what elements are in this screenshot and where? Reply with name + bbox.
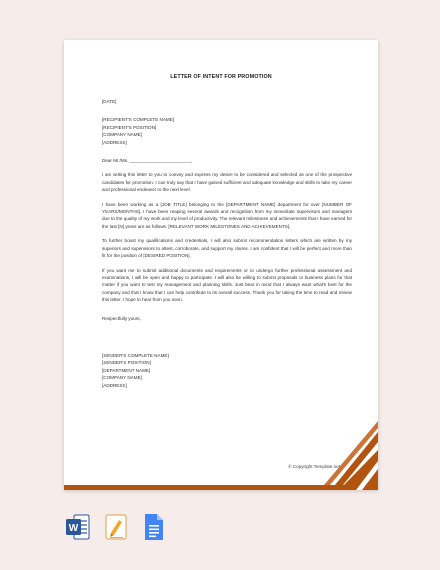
svg-text:W: W [68,523,79,534]
sender-department: [DEPARTMENT NAME] [102,367,151,373]
closing-line: Respectfully yours, [102,315,141,321]
sender-company: [COMPANY NAME] [102,375,142,381]
sender-name: [SENDER'S COMPLETE NAME] [102,352,169,358]
recipient-address: [ADDRESS] [102,139,127,145]
paragraph-intro: I am writing this letter to you to convey and express my desire to be considered and selected as one of the prospective candidates for promotion. I can truly say that I have gained sufficient and adequate knowledge and skills to take my career and professional endeavor to the next level. [102,172,352,193]
date-line: [DATE] [102,99,117,104]
sender-position: [SENDER'S POSITION] [102,360,151,366]
recipient-position: [RECIPIENT'S POSITION] [102,124,157,130]
document-title: LETTER OF INTENT FOR PROMOTION [170,74,272,80]
apple-pages-icon[interactable] [104,514,128,540]
sender-address: [ADDRESS] [102,382,127,388]
paragraph-closing: If you want me to submit additional documents and requirements or to undergo further professional assessment and examinations, I will be open and happy to participate. I will also be willing to submit proposals or business plans for that matter if you want to test my management and planning skills. Just bear in mind that I always want what's best for the company and that I know that I can help contribute to its overall success. Thank you for taking the time to read and review this letter. I hope to hear from you soon. [102,267,352,303]
salutation: Dear Mr./Ms. ________________________, [102,158,193,164]
microsoft-word-icon[interactable] [66,514,90,540]
paragraph-credentials: To further boost my qualifications and credentials, I will also submit recommendation letters which are written by my superiors and supervisors to attest, corroborate, and support my claims. I am confident that I will be perfect and more than fit for the position of [DESIRED POSITION]. [102,238,352,259]
recipient-name: [RECIPIENT'S COMPLETE NAME] [102,117,175,123]
paragraph-experience: I have been working as a [JOB TITLE] belonging to the [DEPARTMENT NAME] department for over [NUMBER OF YEARS/MONTHS]. I have been reaping several awards and recognition from my immediate supervisors and managers due to the quality of my work and my level of productivity. The relevant milestones and achievements that I have earned for the last [N] years are as follows: [RELEVANT WORK MILESTONES AND ACHIEVEMENTS]. [102,201,352,229]
copyright-text: © Copyright Template.net [288,464,340,469]
letter-page [64,40,378,490]
google-docs-icon[interactable] [144,514,164,540]
corner-stripes-decoration [64,40,378,490]
recipient-company: [COMPANY NAME] [102,132,142,138]
